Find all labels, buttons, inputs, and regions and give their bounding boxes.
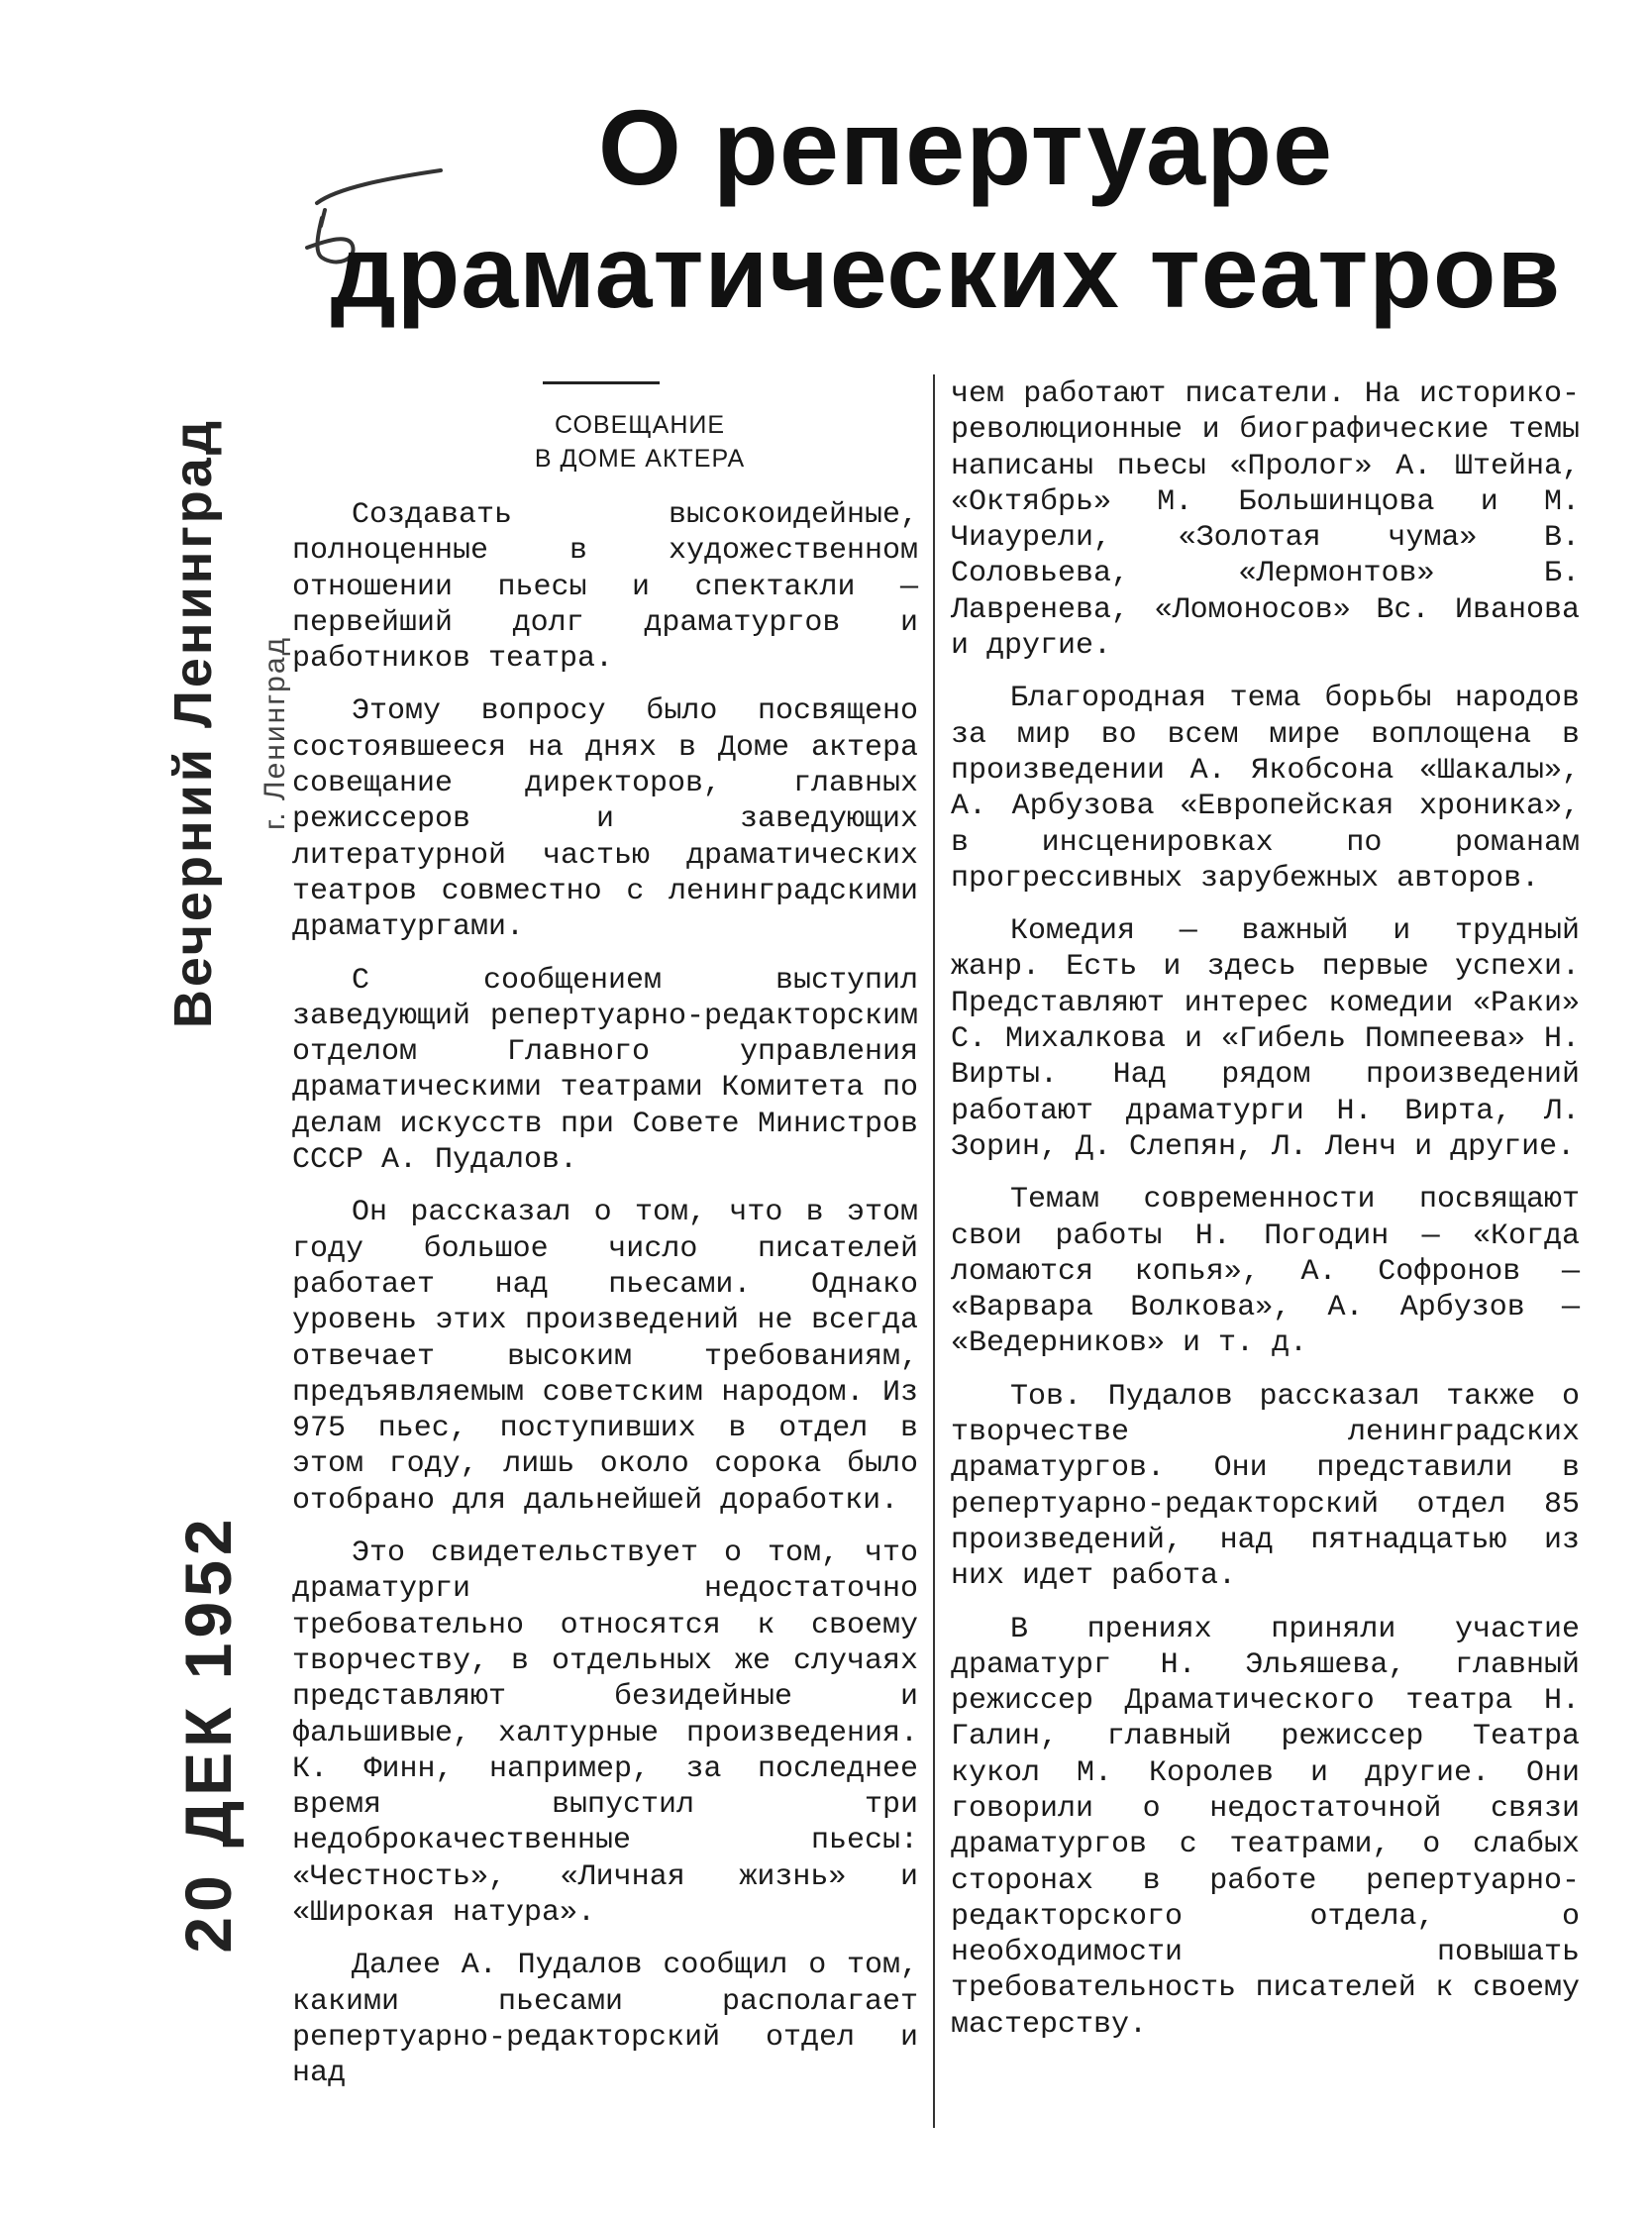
date-text: 20 ДЕК 1952	[171, 1514, 245, 1954]
paragraph: Благородная тема борьбы народов за мир во всем мире воплощена в произведении А. Якобсона «Шакалы», А. Арбузова «Европейская хроника», в инсценировках по романам прогрессивных зарубежных авторов.	[951, 682, 1580, 896]
paragraph: Этому вопросу было посвящено состоявшееся на днях в Доме актера совещание директоров, главных режиссеров и заведующих литературной частью драматических театров совместно с ленинградскими драматургами.	[292, 694, 918, 945]
paragraph: Это свидетельствует о том, что драматурги недостаточно требовательно относятся к своему творчеству, в отдельных же случаях представляют безидейные и фальшивые, халтурные произведения. К. Финн, например, за последнее время выпустил три недоброкачественные пьесы: «Честность», «Личная жизнь» и «Широкая натура».	[292, 1536, 918, 1930]
city-stamp	[256, 594, 295, 872]
paragraph: Темам современности посвящают свои работы Н. Погодин — «Когда ломаются копья», А. Софронов — «Варвара Волкова», А. Арбузов — «Ведерников» и т. д.	[951, 1183, 1580, 1361]
paragraph: Комедия — важный и трудный жанр. Есть и здесь первые успехи. Представляют интерес комедии «Раки» С. Михалкова и «Гибель Помпеева» Н. Вирты. Над рядом произведений работают драматурги Н. Вирта, Л. Зорин, Д. Слепян, Л. Ленч и другие.	[951, 914, 1580, 1164]
headline-line-1: О репертуаре	[597, 87, 1334, 207]
subheadline	[292, 408, 918, 476]
newspaper-name-stamp	[158, 376, 228, 1070]
paragraph: Он рассказал о том, что в этом году большое число писателей работает над пьесами. Однако уровень этих произведений не всегда отвечает высоким требованиям, предъявляемым советским народом. Из 975 пьес, поступивших в отдел в этом году, лишь около сорока было отобрано для дальнейшей доработки.	[292, 1196, 918, 1518]
paragraph: Создавать высокоидейные, полноценные в художественном отношении пьесы и спектакли — первейший долг драматургов и работников театра.	[292, 498, 918, 677]
paragraph: Далее А. Пудалов сообщил о том, какими пьесами располагает репертуарно-редакторский отдел и над	[292, 1949, 918, 2091]
city-name: г. Ленинград	[258, 635, 291, 831]
subheadline-line-2: В ДОМЕ АКТЕРА	[534, 445, 746, 473]
paragraph-continued: чем работают писатели. На историко-революционные и биографические темы написаны пьесы «Пролог» А. Штейна, «Октябрь» М. Большинцова и М. Чиаурели, «Золотая чума» В. Соловьева, «Лермонтов» Б. Лавренева, «Ломоносов» Вс. Иванова и другие.	[951, 377, 1580, 664]
left-column	[292, 408, 918, 2108]
column-divider	[933, 374, 935, 2128]
headline-divider	[543, 381, 660, 384]
right-column	[951, 376, 1580, 2060]
paragraph: В прениях приняли участие драматург Н. Эльяшева, главный режиссер Драматического театра Н. Галин, главный режиссер Театра кукол М. Королев и другие. Они говорили о недостаточной связи драматургов с театрами, о слабых сторонах в работе репертуарно-редакторского отдела, о необходимости повышать требовательность писателей к своему мастерству.	[951, 1612, 1580, 2042]
subheadline-line-1: СОВЕЩАНИЕ	[554, 411, 726, 439]
newspaper-name: Вечерний Ленинград	[163, 417, 223, 1029]
paragraph: Тов. Пудалов рассказал также о творчестве ленинградских драматургов. Они представили в репертуарно-редакторский отдел 85 произведений, над пятнадцатью из них идет работа.	[951, 1379, 1580, 1594]
headline-line-2: драматических театров	[330, 215, 1562, 330]
paragraph: С сообщением выступил заведующий репертуарно-редакторским отделом Главного управления драматическими театрами Комитета по делам искусств при Совете Министров СССР А. Пудалов.	[292, 963, 918, 1178]
date-stamp	[158, 1387, 258, 2080]
article-headline	[327, 87, 1565, 330]
